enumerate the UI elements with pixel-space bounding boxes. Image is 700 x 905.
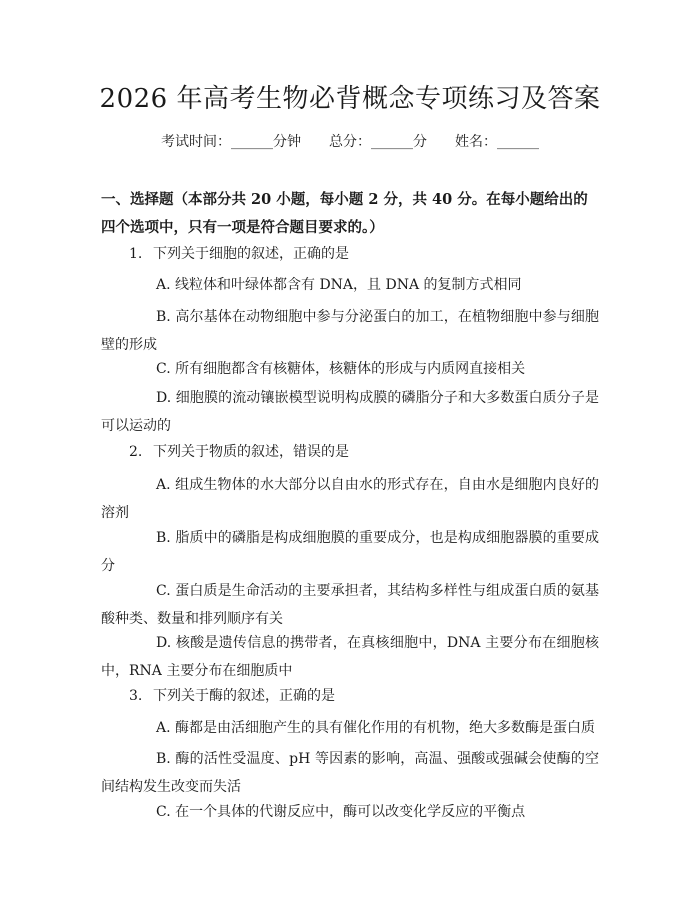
question-1-option-d: D. 细胞膜的流动镶嵌模型说明构成膜的磷脂分子和大多数蛋白质分子是可以运动的 bbox=[101, 390, 599, 434]
exam-time-field: 考试时间：______分钟 bbox=[161, 134, 301, 150]
total-score-field: 总分：______分 bbox=[329, 134, 427, 150]
question-1-option-b: B. 高尔基体在动物细胞中参与分泌蛋白的加工，在植物细胞中参与细胞壁的形成 bbox=[101, 309, 599, 353]
student-name-field: 姓名：______ bbox=[455, 134, 539, 150]
question-2-option-a: A. 组成生物体的水大部分以自由水的形式存在，自由水是细胞内良好的溶剂 bbox=[101, 477, 599, 521]
question-2-option-c: C. 蛋白质是生命活动的主要承担者，其结构多样性与组成蛋白质的氨基酸种类、数量和排列顺序有关 bbox=[101, 583, 599, 627]
question-1-option-c: C. 所有细胞都含有核糖体，核糖体的形成与内质网直接相关 bbox=[156, 361, 526, 377]
question-3-option-a: A. 酶都是由活细胞产生的具有催化作用的有机物，绝大多数酶是蛋白质 bbox=[156, 720, 596, 736]
question-text: 下列关于酶的叙述，正确的是 bbox=[153, 688, 335, 704]
exam-meta bbox=[0, 131, 700, 153]
section-heading: 一、选择题（本部分共 20 小题，每小题 2 分，共 40 分。在每小题给出的四个选项中，只有一项是符合题目要求的。） bbox=[101, 191, 588, 236]
question-text: 下列关于细胞的叙述，正确的是 bbox=[153, 246, 349, 262]
question-2-option-d: D. 核酸是遗传信息的携带者，在真核细胞中，DNA 主要分布在细胞核中，RNA 主要分布在细胞质中 bbox=[101, 635, 599, 679]
question-number: 1. bbox=[129, 246, 143, 262]
question-3-option-c: C. 在一个具体的代谢反应中，酶可以改变化学反应的平衡点 bbox=[156, 804, 526, 820]
question-1-stem bbox=[101, 240, 599, 268]
page-title: 2026 年高考生物必背概念专项练习及答案 bbox=[99, 84, 601, 114]
question-text: 下列关于物质的叙述，错误的是 bbox=[153, 444, 349, 460]
question-3-option-b: B. 酶的活性受温度、pH 等因素的影响，高温、强酸或强碱会使酶的空间结构发生改变而失活 bbox=[101, 751, 599, 795]
question-1-option-a: A. 线粒体和叶绿体都含有 DNA，且 DNA 的复制方式相同 bbox=[156, 277, 522, 293]
question-2-option-b: B. 脂质中的磷脂是构成细胞膜的重要成分，也是构成细胞器膜的重要成分 bbox=[101, 530, 599, 574]
question-2-stem bbox=[101, 438, 599, 466]
question-3-stem bbox=[101, 682, 599, 710]
question-number: 2. bbox=[129, 444, 143, 460]
question-number: 3. bbox=[129, 688, 143, 704]
